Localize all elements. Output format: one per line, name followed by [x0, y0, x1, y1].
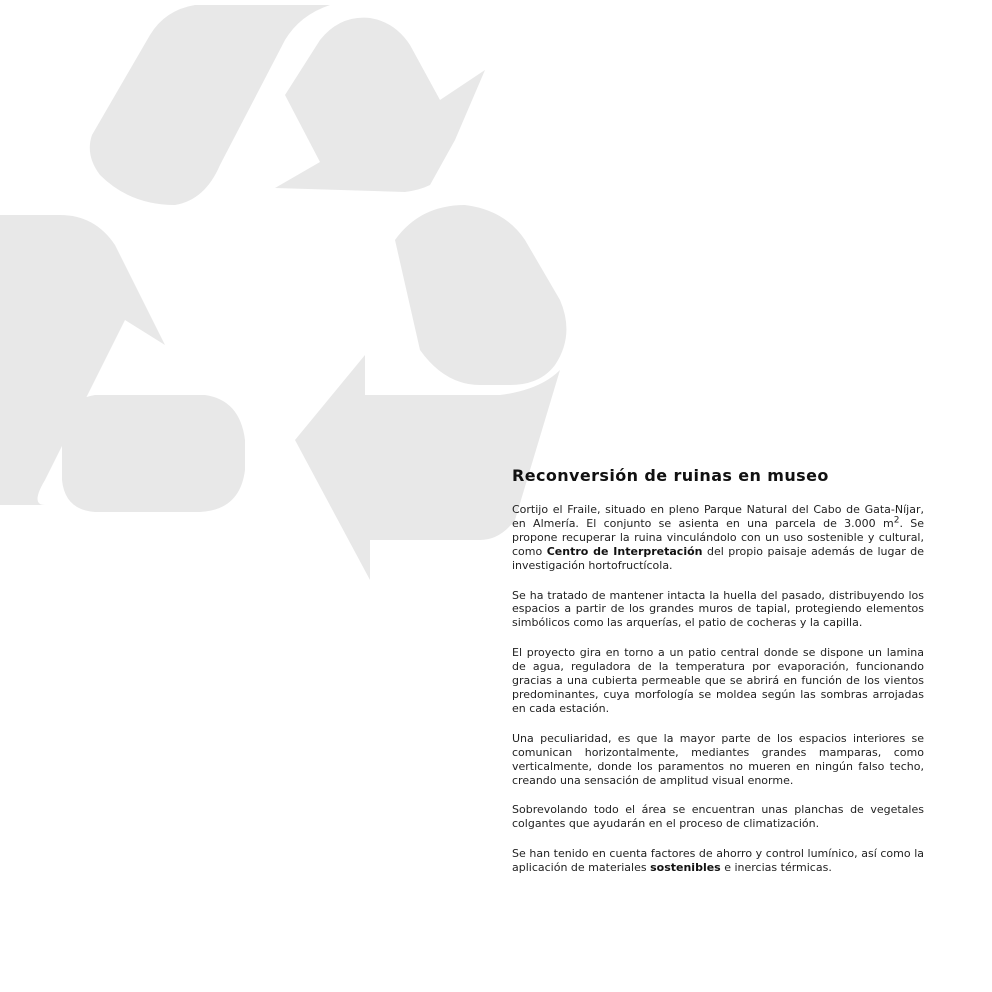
- paragraph-intro-text-1: Cortijo el Fraile, situado en pleno Parque Natural del Cabo de Gata-Níjar, en Almería. El conjunto se asienta en una parcela de 3.000 m: [512, 503, 924, 530]
- paragraph-patio: El proyecto gira en torno a un patio central donde se dispone un lamina de agua, reguladora de la temperatura por evaporación, funcionando gracias a una cubierta permeable que se abrirá en función de los vientos predominantes, cuya morfología se moldea según las sombras arrojadas en cada estación.: [512, 646, 924, 715]
- recycle-icon: [0, 0, 600, 600]
- paragraph-huella: Se ha tratado de mantener intacta la huella del pasado, distribuyendo los espacios a partir de los grandes muros de tapial, protegiendo elementos simbólicos como las arquerías, el patio de cocheras y la capilla.: [512, 588, 924, 630]
- paragraph-ahorro: [512, 847, 924, 875]
- paragraph-intro: [512, 503, 924, 573]
- recycle-arrow-left: [0, 215, 245, 512]
- paragraph-vegetales: Sobrevolando todo el área se encuentran unas planchas de vegetales colgantes que ayudarán en el proceso de climatización.: [512, 803, 924, 831]
- paragraph-ahorro-text-2: e inercias térmicas.: [720, 861, 832, 875]
- superscript-2: 2: [893, 515, 900, 526]
- recycle-arrow-top: [90, 5, 485, 205]
- paragraph-peculiaridad: Una peculiaridad, es que la mayor parte de los espacios interiores se comunican horizontalmente, mediantes grandes mamparas, como verticalmente, donde los paramentos no mueren en ningún falso techo, creando una sensación de amplitud visual enorme.: [512, 731, 924, 787]
- paragraph-ahorro-text-1: Se han tenido en cuenta factores de ahorro y control lumínico, así como la aplicación de materiales: [512, 847, 924, 875]
- paragraph-intro-text-2: . Se propone recuperar la ruina vinculándolo con un uso sostenible y cultural, como: [512, 516, 924, 558]
- article-title: Reconversión de ruinas en museo: [512, 466, 829, 485]
- paragraph-intro-text-3: del propio paisaje además de lugar de investigación hortofructícola.: [512, 544, 924, 572]
- article: [512, 466, 924, 891]
- bold-sostenibles: sostenibles: [650, 861, 721, 875]
- bold-centro-interpretacion: Centro de Interpretación: [546, 544, 703, 558]
